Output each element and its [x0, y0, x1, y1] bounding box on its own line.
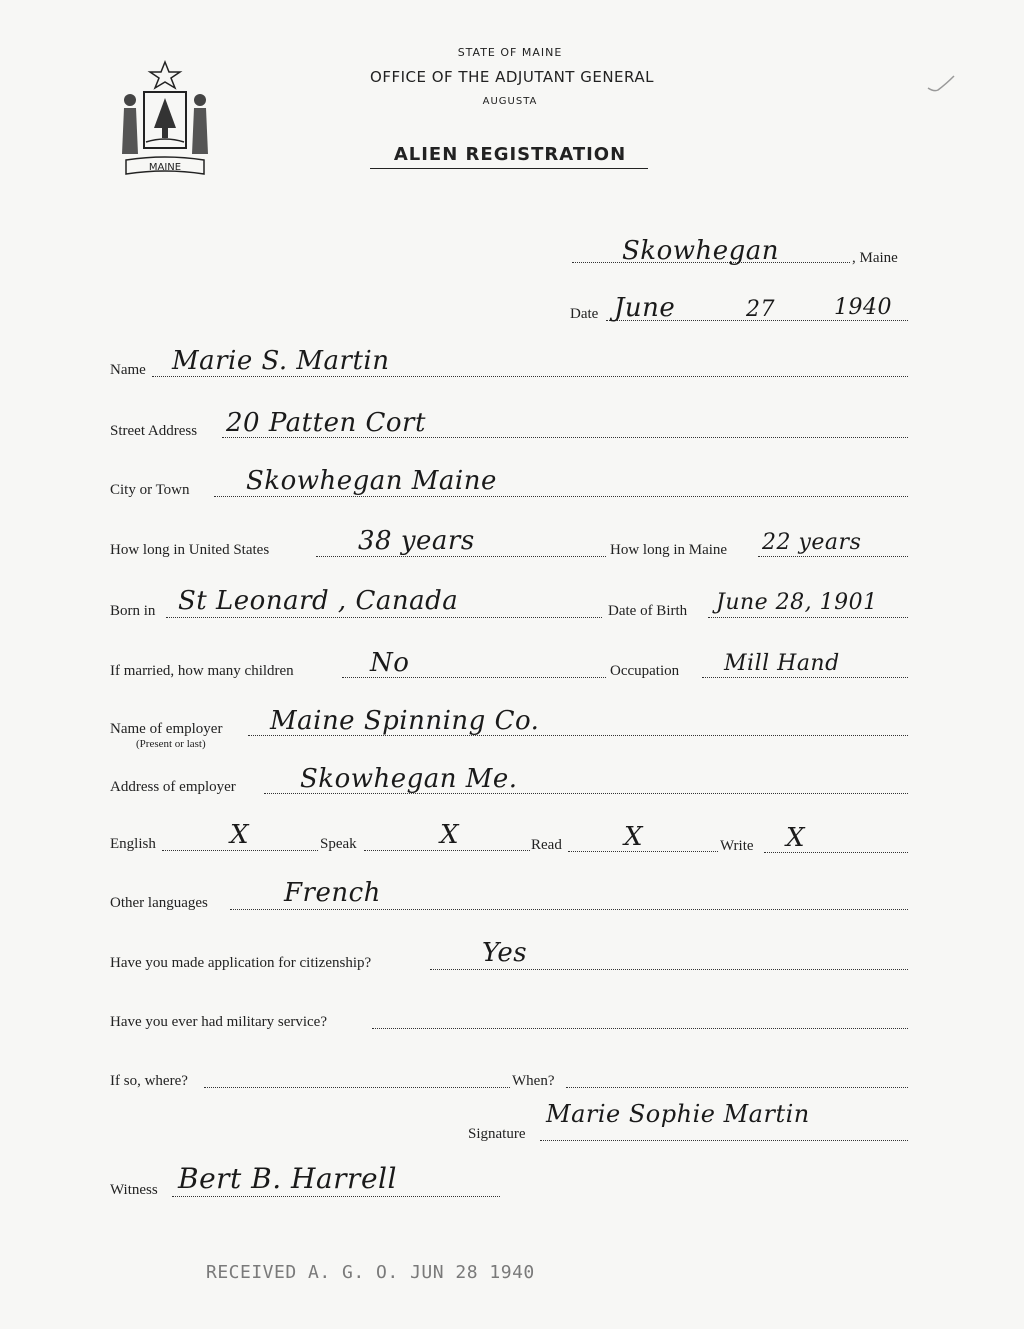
signature-line: [540, 1140, 908, 1141]
english-value: X: [230, 820, 250, 850]
us-line: [316, 556, 606, 557]
name-line: [152, 376, 908, 377]
witness-value: Bert B. Harrell: [178, 1162, 397, 1195]
citizenship-value: Yes: [482, 938, 528, 968]
date-label: Date: [570, 306, 599, 322]
received-stamp: RECEIVED A. G. O. JUN 28 1940: [206, 1262, 535, 1283]
when-line: [566, 1087, 908, 1088]
write-label: Write: [720, 838, 754, 854]
read-value: X: [624, 822, 644, 852]
employer-value: Maine Spinning Co.: [270, 706, 540, 736]
write-value: X: [786, 823, 806, 853]
us-label: How long in United States: [110, 542, 270, 558]
us-value: 38 years: [358, 526, 475, 556]
town-suffix: , Maine: [852, 250, 898, 266]
speak-label: Speak: [320, 836, 357, 852]
military-line: [372, 1028, 908, 1029]
other-languages-value: French: [284, 878, 381, 908]
english-line: [162, 850, 318, 851]
date-month: June: [614, 293, 676, 323]
street-label: Street Address: [110, 423, 198, 439]
citizenship-label: Have you made application for citizenship?: [110, 955, 372, 971]
town-value: Skowhegan: [622, 236, 779, 266]
children-label: If married, how many children: [110, 663, 294, 679]
street-value: 20 Patten Cort: [226, 408, 426, 438]
header-state: STATE OF MAINE: [457, 46, 563, 59]
city-value: Skowhegan Maine: [246, 466, 497, 496]
speak-line: [364, 850, 530, 851]
maine-value: 22 years: [762, 530, 862, 555]
title-underline: [370, 168, 648, 169]
date-year: 1940: [834, 295, 892, 320]
dob-line: [708, 617, 908, 618]
signature-label: Signature: [468, 1126, 526, 1142]
employer-address-value: Skowhegan Me.: [300, 764, 518, 794]
check-mark-icon: [926, 74, 956, 94]
read-label: Read: [531, 837, 562, 853]
when-label: When?: [512, 1073, 555, 1089]
employer-label: Name of employer: [110, 721, 223, 737]
citizenship-line: [430, 969, 908, 970]
other-languages-line: [230, 909, 908, 910]
date-day: 27: [746, 297, 775, 322]
header-office: OFFICE OF THE ADJUTANT GENERAL: [370, 68, 654, 86]
military-label: Have you ever had military service?: [110, 1014, 327, 1030]
occupation-value: Mill Hand: [724, 651, 840, 676]
other-languages-label: Other languages: [110, 895, 208, 911]
header-city: AUGUSTA: [482, 96, 538, 107]
city-label: City or Town: [110, 482, 190, 498]
born-label: Born in: [110, 603, 156, 619]
maine-line: [758, 556, 908, 557]
form-title: ALIEN REGISTRATION: [393, 144, 627, 165]
english-label: English: [110, 836, 156, 852]
speak-value: X: [440, 820, 460, 850]
born-line: [166, 617, 602, 618]
city-line: [214, 496, 908, 497]
dob-label: Date of Birth: [608, 603, 688, 619]
children-value: No: [370, 648, 410, 678]
witness-label: Witness: [110, 1182, 158, 1198]
name-label: Name: [110, 362, 146, 378]
employer-sublabel: (Present or last): [136, 738, 206, 750]
maine-label: How long in Maine: [610, 542, 728, 558]
dob-value: June 28, 1901: [716, 590, 878, 615]
where-line: [204, 1087, 510, 1088]
occupation-label: Occupation: [610, 663, 680, 679]
svg-text:MAINE: MAINE: [148, 162, 182, 173]
name-value: Marie S. Martin: [172, 346, 390, 376]
witness-line: [172, 1196, 500, 1197]
born-value: St Leonard , Canada: [178, 586, 459, 616]
occupation-line: [702, 677, 908, 678]
employer-address-label: Address of employer: [110, 779, 236, 795]
where-label: If so, where?: [110, 1073, 188, 1089]
signature-value: Marie Sophie Martin: [546, 1100, 810, 1128]
